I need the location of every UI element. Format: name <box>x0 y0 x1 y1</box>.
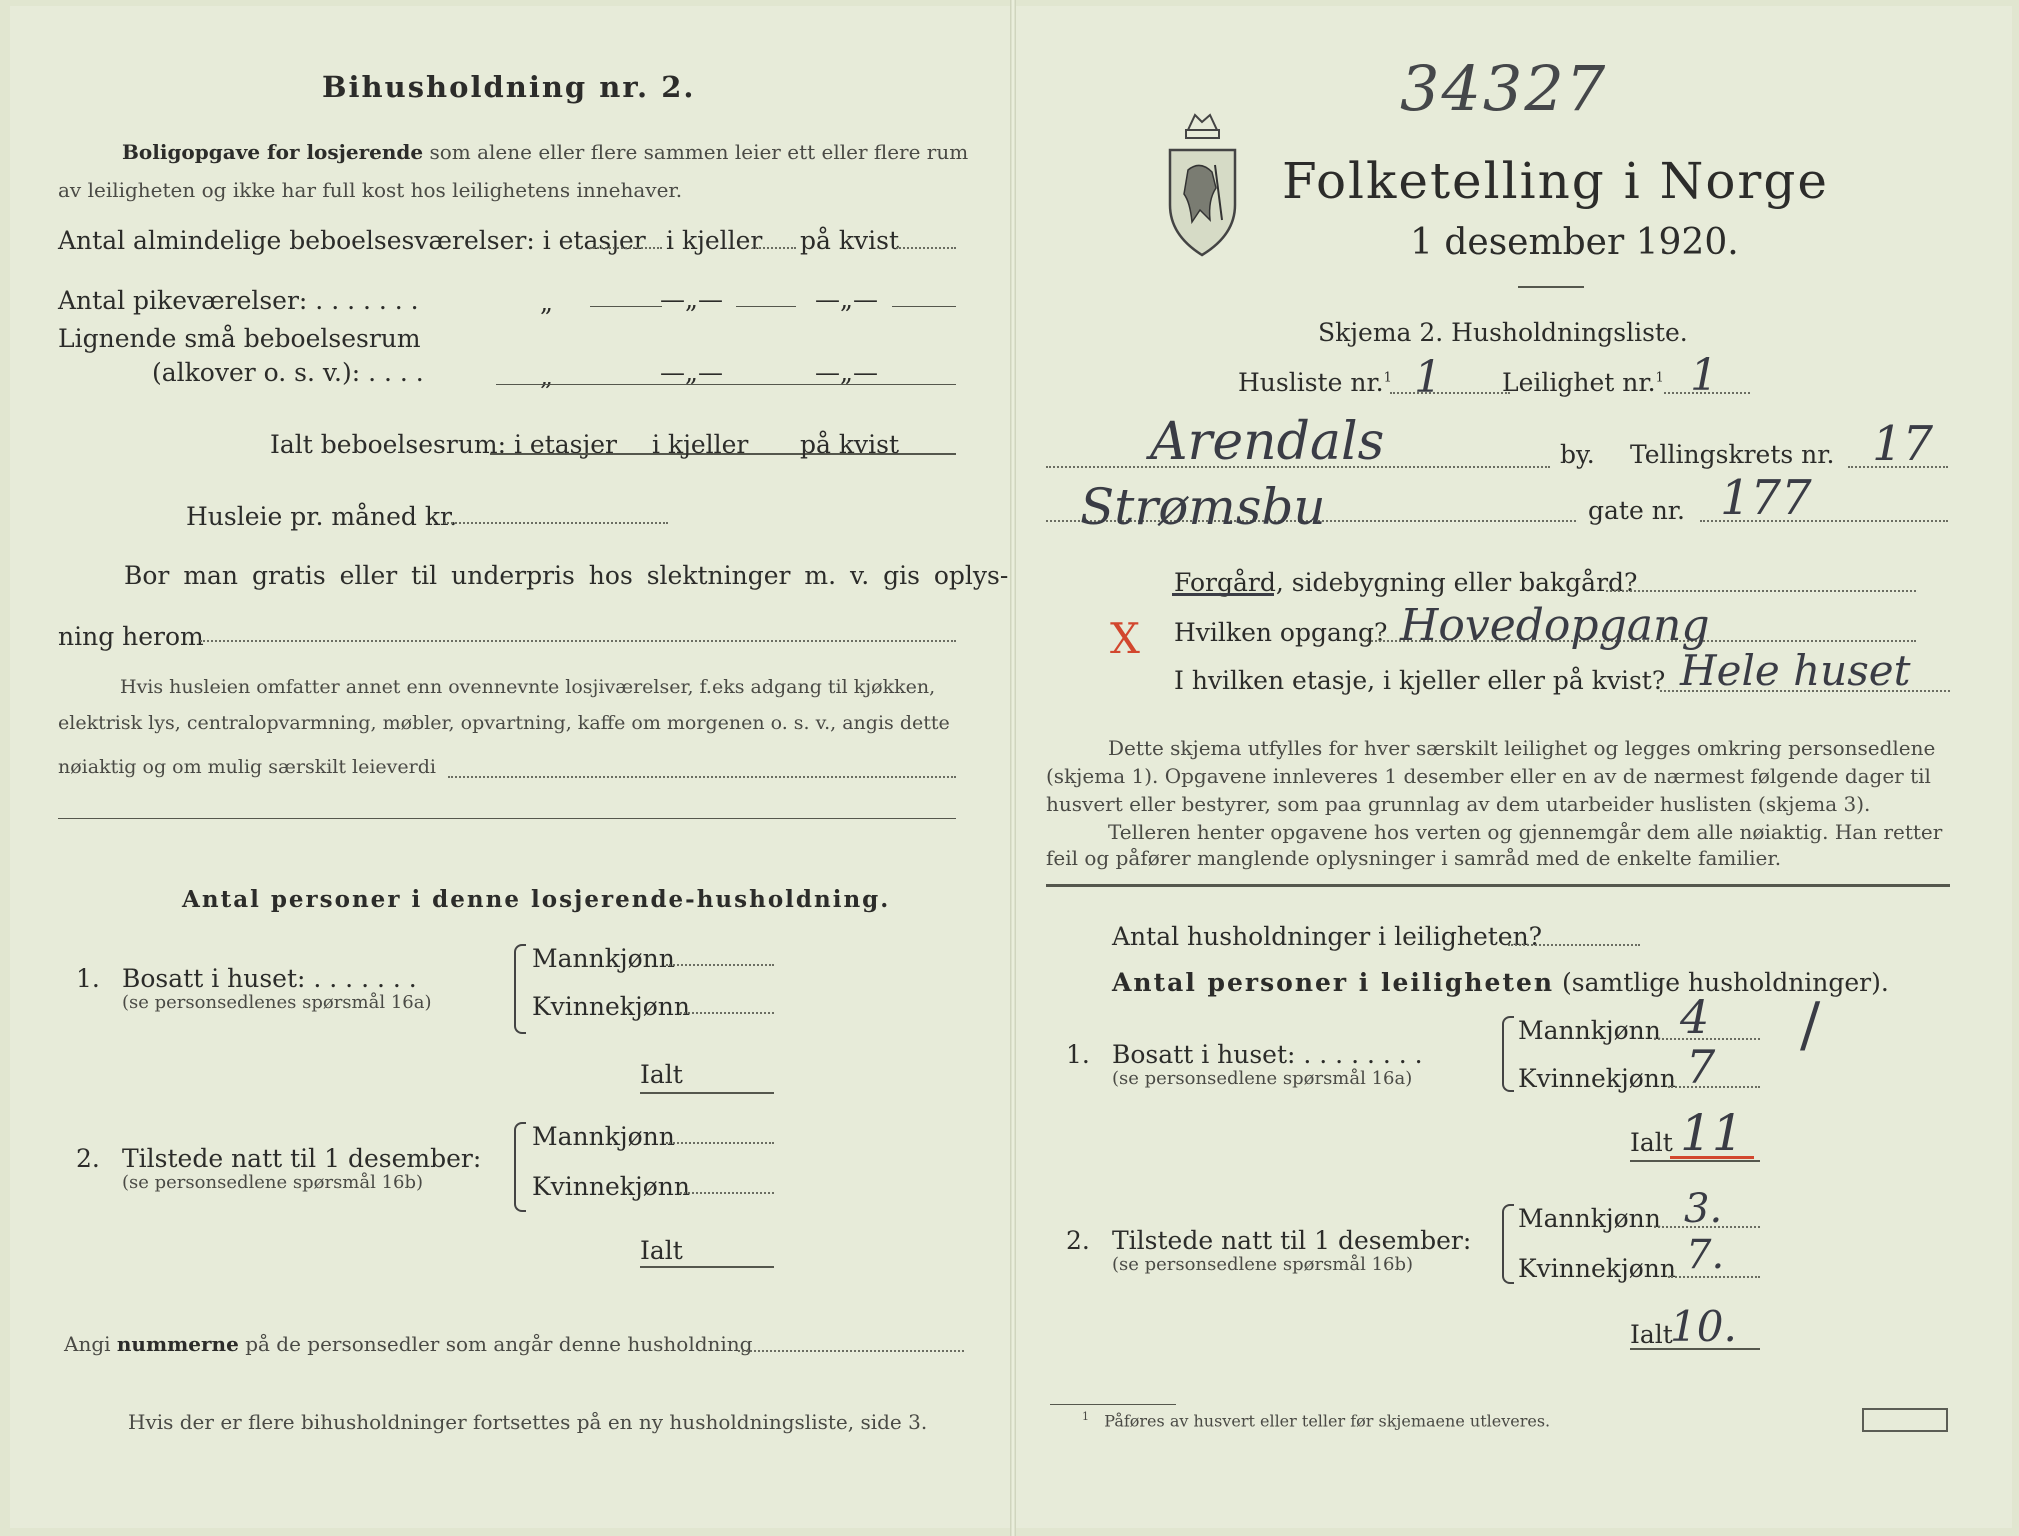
ditto-dash: —„— <box>815 285 878 314</box>
gratis-field[interactable] <box>200 640 956 642</box>
q2-num: 2. <box>1066 1226 1090 1255</box>
gate-label: gate nr. <box>1588 496 1685 525</box>
includes-line-1: Hvis husleien omfatter annet enn ovennevnte losjiværelser, f.eks adgang til kjøkken, <box>120 676 936 698</box>
q2-kvinne-field[interactable] <box>680 1192 774 1194</box>
q1-label: Bosatt i huset: . . . . . . . <box>122 964 417 993</box>
q1-ialt-field[interactable] <box>640 1092 774 1094</box>
ditto-dash: —„— <box>660 358 723 387</box>
q2-kvinne-label: Kvinnekjønn <box>1518 1254 1676 1283</box>
q1-kvinne-field[interactable] <box>680 1012 774 1014</box>
lignende-label: Lignende små beboelsesrum <box>58 324 421 353</box>
q1-mann-label: Mannkjønn <box>532 944 675 973</box>
q1-kvinne-label: Kvinnekjønn <box>532 992 690 1021</box>
pike-etasjer-field[interactable] <box>590 306 662 307</box>
ditto-mark: „ <box>540 362 553 391</box>
rooms-kjeller-field[interactable] <box>752 247 796 249</box>
opgang-label: Hvilken opgang? <box>1174 618 1388 647</box>
q2-kvinne-value: 7. <box>1686 1232 1725 1278</box>
archive-number: 34327 <box>1400 52 1608 125</box>
q2-mann-label: Mannkjønn <box>1518 1204 1661 1233</box>
rooms-kvist-field[interactable] <box>896 247 956 249</box>
q2-brace <box>514 1122 526 1212</box>
left-footer: Hvis der er flere bihusholdninger fortsettes på en ny husholdningsliste, side 3. <box>128 1410 928 1434</box>
gratis-line-1: Bor man gratis eller til underpris hos slektninger m. v. gis oplys- <box>124 561 1009 590</box>
instr-line-4: Telleren henter opgavene hos verten og gjennemgår dem alle nøiaktig. Han retter <box>1108 820 1943 844</box>
footnote-rule <box>1050 1404 1176 1405</box>
q2-sub: (se personsedlene spørsmål 16b) <box>122 1172 424 1193</box>
households-label: Antal husholdninger i leiligheten? <box>1112 922 1543 951</box>
printer-stamp <box>1862 1408 1948 1432</box>
x-mark: X <box>1110 614 1140 663</box>
ditto-dash: —„— <box>815 358 878 387</box>
q2-sub: (se personsedlene spørsmål 16b) <box>1112 1254 1414 1275</box>
pike-kjeller-field[interactable] <box>736 306 796 307</box>
instr-line-3: husvert eller bestyrer, som paa grunnlag av dem utarbeider huslisten (skjema 3). <box>1046 792 1871 816</box>
husliste-field-line[interactable] <box>1390 392 1510 394</box>
instr-line-2: (skjema 1). Opgavene innleveres 1 desember eller en av de nærmest følgende dager til <box>1046 764 1931 788</box>
includes-line-3: nøiaktig og om mulig særskilt leieverdi <box>58 756 436 778</box>
husliste-label: Husliste nr.$^1$ <box>1238 368 1392 397</box>
q2-kvinne-label: Kvinnekjønn <box>532 1172 690 1201</box>
q2-mann-field[interactable] <box>666 1142 774 1144</box>
q1-num: 1. <box>1066 1040 1090 1069</box>
q1-sub: (se personsedlene spørsmål 16a) <box>1112 1068 1413 1089</box>
q1-num: 1. <box>76 964 100 993</box>
q2-label: Tilstede natt til 1 desember: <box>1112 1226 1472 1255</box>
etasje-label: I hvilken etasje, i kjeller eller på kvist? <box>1174 666 1666 695</box>
q1-ialt-label: Ialt <box>640 1060 683 1089</box>
pikevaerelser-label: Antal pikeværelser: . . . . . . . <box>58 286 419 315</box>
tellingskrets-value: 17 <box>1872 416 1934 472</box>
intro-line-2: av leiligheten og ikke har full kost hos leilighetens innehaver. <box>58 178 683 202</box>
q1-kvinne-label: Kvinnekjønn <box>1518 1064 1676 1093</box>
q2-brace <box>1502 1204 1514 1284</box>
forgard-underline <box>1172 593 1274 596</box>
ditto-dash: —„— <box>660 285 723 314</box>
gratis-line-2: ning herom <box>58 622 204 651</box>
q2-num: 2. <box>76 1144 100 1173</box>
coat-of-arms-icon <box>1160 110 1245 260</box>
q1-ialt-value: 11 <box>1680 1104 1744 1162</box>
check-mark: / <box>1800 990 1821 1060</box>
q1-label: Bosatt i huset: . . . . . . . . <box>1112 1040 1423 1069</box>
angi-pre: Angi <box>64 1332 111 1356</box>
ialt-kjeller-label: i kjeller <box>652 430 749 459</box>
leilighet-value: 1 <box>1690 350 1718 401</box>
title-rule <box>1518 286 1584 288</box>
q2-mann-label: Mannkjønn <box>532 1122 675 1151</box>
q1-mann-field[interactable] <box>666 964 774 966</box>
q1-brace <box>1502 1016 1514 1092</box>
instr-line-5: feil og påfører manglende oplysninger i samråd med de enkelte familier. <box>1046 846 1782 870</box>
opgang-value: Hovedopgang <box>1400 600 1710 651</box>
street-value: Strømsbu <box>1080 478 1326 536</box>
gate-value: 177 <box>1720 470 1812 526</box>
ialt-kvist-label: på kvist <box>800 430 899 459</box>
city-value: Arendals <box>1150 412 1385 472</box>
q2-ialt-value: 10. <box>1670 1302 1737 1351</box>
rent-label: Husleie pr. måned kr. <box>186 502 458 531</box>
rooms-row1-label: Antal almindelige beboelsesværelser: i etasjer <box>58 226 646 255</box>
q2-ialt-label: Ialt <box>640 1236 683 1265</box>
footnote-line: $^1$ Påføres av husvert eller teller før skjemaene utleveres. <box>1082 1410 1551 1431</box>
includes-field-2[interactable] <box>58 818 956 819</box>
instr-line-1: Dette skjema utfylles for hver særskilt leilighet og legges omkring personsedlene <box>1108 736 1936 760</box>
alkover-label: (alkover o. s. v.): . . . . <box>152 358 424 387</box>
alkover-field[interactable] <box>496 384 956 385</box>
q1-ialt-label: Ialt <box>1630 1128 1673 1157</box>
tellingskrets-label: Tellingskrets nr. <box>1630 440 1835 469</box>
angi-rest: på de personsedler som angår denne husholdning <box>245 1332 753 1356</box>
instructions-rule <box>1046 884 1950 887</box>
leilighet-label: Leilighet nr.$^1$ <box>1502 368 1664 397</box>
intro-bold: Boligopgave for losjerende <box>122 140 424 164</box>
forgard-label: Forgård, sidebygning eller bakgård? <box>1174 568 1638 597</box>
census-title: Folketelling i Norge <box>1282 152 1829 210</box>
intro-rest: som alene eller flere sammen leier ett eller flere rum <box>429 140 969 164</box>
angi-line <box>64 1332 752 1356</box>
rooms-kjeller-label: i kjeller <box>666 226 763 255</box>
forgard-field[interactable] <box>1606 590 1916 592</box>
includes-line-2: elektrisk lys, centralopvarmning, møbler, opvartning, kaffe om morgenen o. s. v., angis dette <box>58 712 950 734</box>
households-field[interactable] <box>1508 944 1640 946</box>
census-date: 1 desember 1920. <box>1410 222 1739 263</box>
q2-ialt-field[interactable] <box>640 1266 774 1268</box>
ditto-mark: „ <box>540 288 553 317</box>
page-fold <box>1010 0 1016 1536</box>
etasje-value: Hele huset <box>1680 646 1911 695</box>
q2-mann-value: 3. <box>1684 1186 1723 1232</box>
q1-sub: (se personsedlenes spørsmål 16a) <box>122 992 432 1013</box>
angi-field[interactable] <box>738 1350 964 1352</box>
q2-label: Tilstede natt til 1 desember: <box>122 1144 482 1173</box>
persons-bold: Antal personer i leiligheten <box>1112 968 1555 997</box>
angi-bold: nummerne <box>116 1332 239 1356</box>
rent-field[interactable] <box>444 522 668 524</box>
rooms-kvist-label: på kvist <box>800 226 899 255</box>
ialt-rooms-label: Ialt beboelsesrum: i etasjer <box>270 430 618 459</box>
left-title: Bihusholdning nr. 2. <box>322 70 696 104</box>
includes-field[interactable] <box>448 776 956 778</box>
by-label: by. <box>1560 440 1595 469</box>
q1-kvinne-value: 7 <box>1686 1040 1716 1094</box>
q1-mann-label: Mannkjønn <box>1518 1016 1661 1045</box>
rooms-etasjer-field[interactable] <box>590 247 662 249</box>
persons-rest: (samtlige husholdninger). <box>1562 968 1889 997</box>
husliste-value: 1 <box>1414 352 1442 403</box>
schema-label: Skjema 2. Husholdningsliste. <box>1318 318 1688 347</box>
persons-heading: Antal personer i denne losjerende-husholdning. <box>182 886 891 913</box>
q2-ialt-label: Ialt <box>1630 1320 1673 1349</box>
pike-kvist-field[interactable] <box>892 306 956 307</box>
intro-line-1 <box>122 140 968 164</box>
q1-mann-value: 4 <box>1680 990 1710 1044</box>
q1-brace <box>514 944 526 1034</box>
persons-heading-line <box>1112 968 1889 997</box>
